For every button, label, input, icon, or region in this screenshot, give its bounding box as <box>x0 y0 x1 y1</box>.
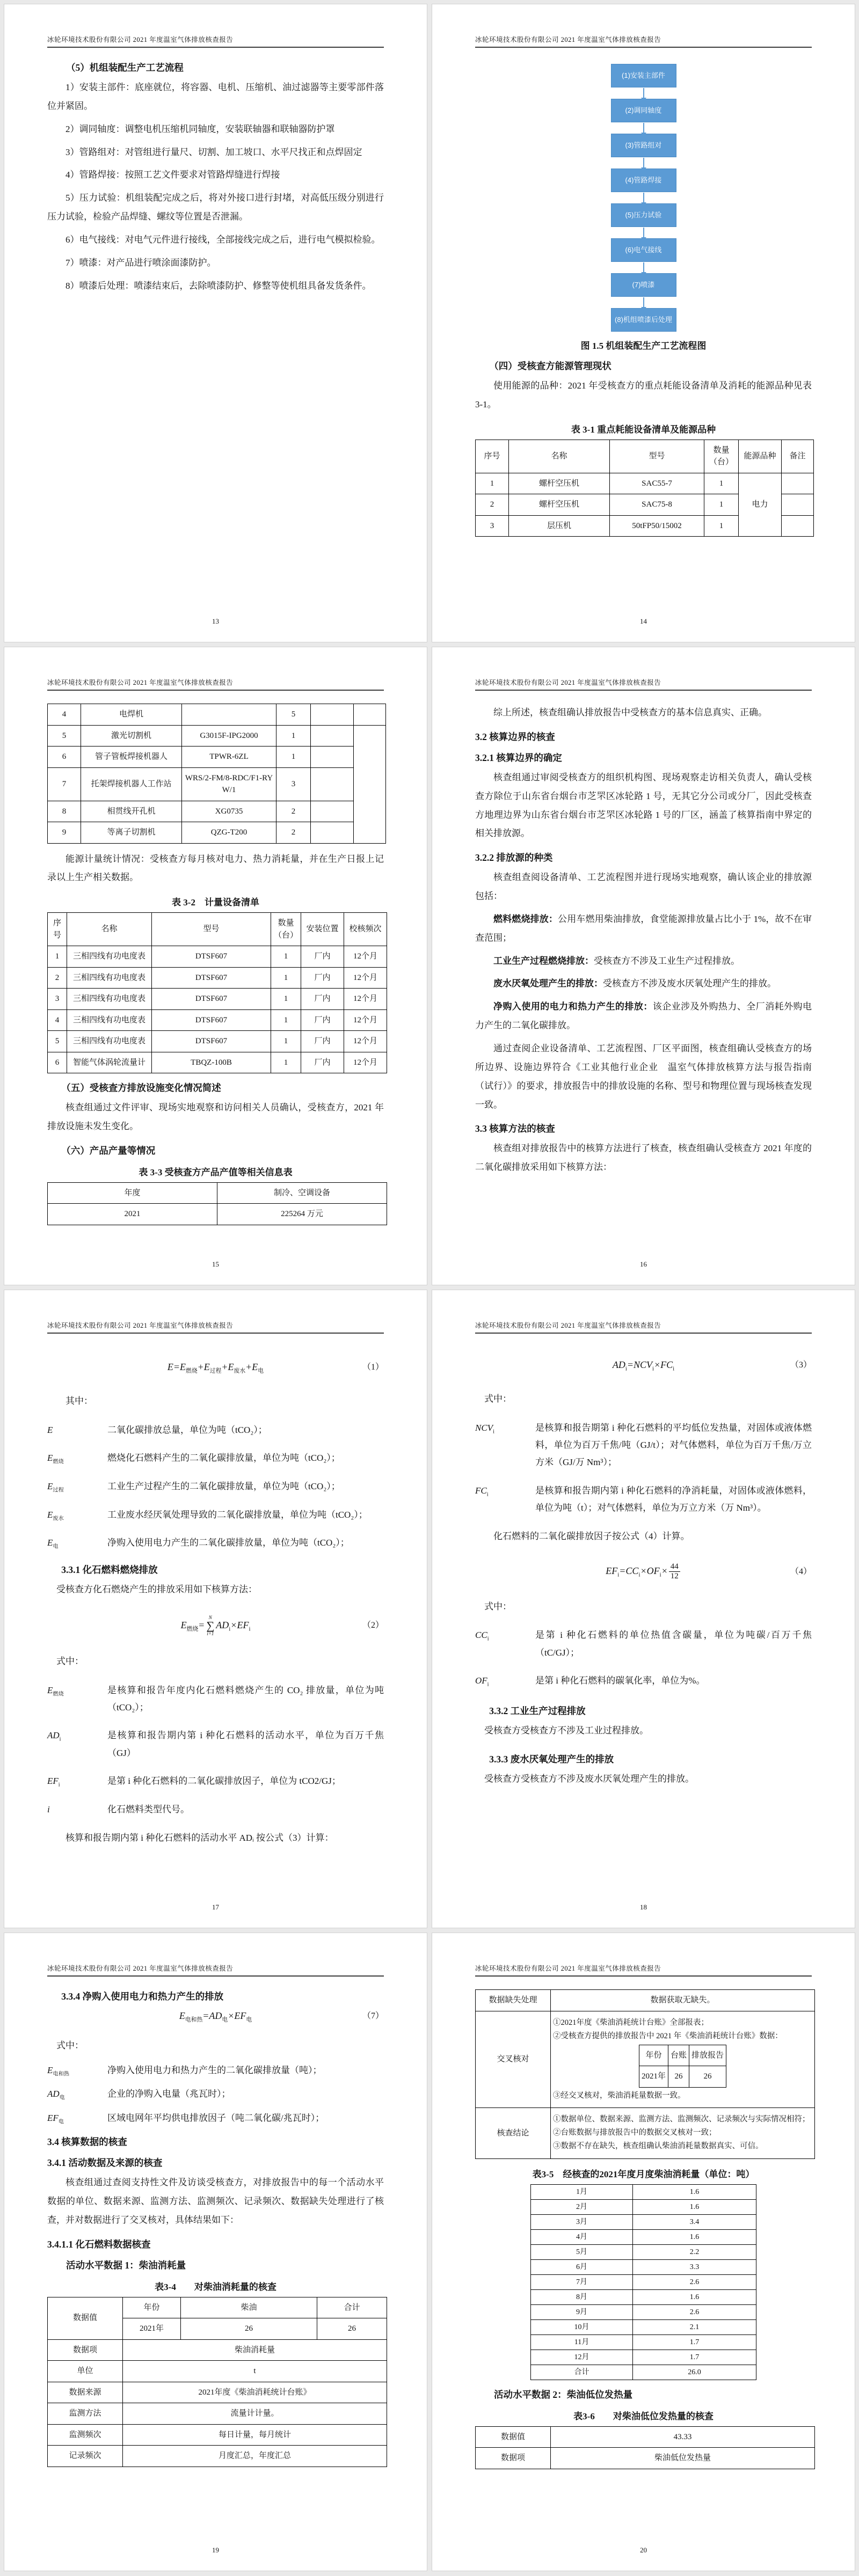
definition-list <box>475 1419 812 1517</box>
table-row: 数据项 柴油消耗量 <box>48 2339 387 2361</box>
table-row: 8 相贯线开孔机 XG0735 2 <box>48 801 386 822</box>
formula-7 <box>47 2008 384 2025</box>
table-row: 2月 1.6 <box>531 2199 756 2214</box>
page-header: 冰轮环境技术股份有限公司 2021 年度温室气体排放核查报告 <box>475 1963 812 1977</box>
row-label: 数据项 <box>476 2448 551 2469</box>
definition-row <box>47 1450 384 1467</box>
section-heading: （五）受核查方排放设施变化情况简述 <box>61 1082 221 1094</box>
cross-check-lines <box>553 2017 812 2043</box>
page-header: 冰轮环境技术股份有限公司 2021 年度温室气体排放核查报告 <box>47 1963 384 1977</box>
definition-text: 净购入使用电力产生的二氧化碳排放量，单位为吨（tCO₂）； <box>107 1538 350 1548</box>
definition-term: $E_{废水}$ <box>47 1509 64 1521</box>
table-3-1 <box>475 440 814 537</box>
paragraph: 1）安装主部件：底座就位，将容器、电机、压缩机、油过滤器等主要零部件落位并紧固。 <box>47 82 384 111</box>
definition-term: $OF_i$ <box>475 1675 489 1688</box>
table-row: 12月 1.7 <box>531 2350 756 2365</box>
definition-list <box>475 1627 812 1689</box>
definition-text: 是核算和报告期内第 i 种化石燃料的净消耗量，对固体或液体燃料，单位为吨（t）；对气体燃料，单位为万立方米（万 Nm³）。 <box>535 1485 812 1513</box>
row-label: 监测频次 <box>48 2424 123 2446</box>
table-row: 数据缺失处理 数据获取无缺失。 <box>476 1990 815 2011</box>
definition-row <box>475 1419 812 1472</box>
flow-box: (2)调同轴度 <box>611 99 676 122</box>
table-header-row: 序号 名称 型号 数量（台） 能源品种 备注 <box>476 440 814 473</box>
table-row: 数据值 年份 柴油 合计 <box>48 2297 387 2318</box>
definition-list <box>47 2062 384 2127</box>
page-number: 19 <box>212 2546 219 2554</box>
page-18 <box>432 1290 855 1928</box>
table-row: 3 三相四线有功电度表 DTSF607 1 厂内 12个月 <box>48 989 387 1010</box>
definition-text: 工业废水经厌氧处理导致的二氧化碳排放量，单位为吨（tCO₂）； <box>107 1509 368 1520</box>
page-15 <box>4 647 427 1285</box>
flow-box: (8)机组喷漆后处理 <box>611 308 676 332</box>
section-heading: 3.2.2 排放源的种类 <box>475 852 553 863</box>
paragraph: 综上所述，核查组确认排放报告中受核查方的基本信息真实、正确。 <box>493 707 767 718</box>
definition-list <box>47 1422 384 1552</box>
definition-text: 净购入使用电力和热力产生的二氧化碳排放量（吨）； <box>107 2065 322 2075</box>
paragraph: 其中： <box>65 1395 93 1406</box>
formula-number: （2） <box>362 1621 384 1630</box>
table-3-4-continued <box>475 1989 815 2159</box>
item-lead: 净购入使用的电力和热力产生的排放： <box>493 1001 653 1012</box>
row-label: 数据值 <box>476 2426 551 2448</box>
table-caption: 表3-4 对柴油消耗量的核查 <box>155 2281 276 2292</box>
arrow-down-icon <box>643 193 644 202</box>
figure-caption: 图 1.5 机组装配生产工艺流程图 <box>580 341 707 351</box>
definition-row <box>47 1422 384 1439</box>
table-row: 5 激光切割机 G3015F-IPG2000 1 <box>48 725 386 747</box>
definition-term: $AD_i$ <box>47 1730 61 1743</box>
flow-box: (5)压力试验 <box>611 203 676 227</box>
table-3-1-continued <box>47 704 386 844</box>
paragraph: 式中： <box>484 1601 512 1612</box>
table-row: 监测方法 流量计计量。 <box>48 2403 387 2425</box>
section-heading: 3.4 核算数据的核查 <box>47 2136 127 2147</box>
definition-text: 是第 i 种化石燃料的单位热值含碳量，单位为吨碳/百万千焦（tC/GJ）； <box>535 1630 812 1658</box>
table-row: 9 等离子切割机 QZG-T200 2 <box>48 822 386 844</box>
table-caption: 表 3-1 重点耗能设备清单及能源品种 <box>571 424 716 435</box>
section-heading: 3.3 核算方法的核查 <box>475 1123 555 1135</box>
table-row: 2021年 26 26 <box>48 2318 387 2340</box>
table-rows <box>48 946 387 1073</box>
formula-1 <box>47 1359 384 1376</box>
page-14 <box>432 4 855 642</box>
row-label: 记录频次 <box>48 2446 123 2467</box>
page-header: 冰轮环境技术股份有限公司 2021 年度温室气体排放核查报告 <box>475 1320 812 1334</box>
definition-text: 企业的净购入电量（兆瓦时）； <box>107 2089 231 2099</box>
flow-box: (4)管路焊接 <box>611 169 676 192</box>
table-header-row: 年度 制冷、空调设备 <box>48 1182 387 1204</box>
definition-text: 二氧化碳排放总量，单位为吨（tCO₂）； <box>107 1424 267 1435</box>
definition-row <box>475 1482 812 1517</box>
sub-heading: 活动水平数据 2：柴油低位发热量 <box>494 2389 633 2400</box>
table-row: 10月 2.1 <box>531 2319 756 2334</box>
table-row: 9月 2.6 <box>531 2304 756 2319</box>
definition-row <box>47 1773 384 1790</box>
definition-term: $EF_i$ <box>47 1775 60 1788</box>
paragraph: 核查组查阅设备清单、工艺流程图并进行现场实地观察，确认该企业的排放源包括： <box>475 872 812 902</box>
table-row: 记录频次 月度汇总，年度汇总 <box>48 2446 387 2467</box>
section-heading: （5）机组装配生产工艺流程 <box>66 62 184 73</box>
table-row: 数据来源 2021年度《柴油消耗统计台账》 <box>48 2382 387 2403</box>
table-caption: 表 3-3 受核查方产品产值等相关信息表 <box>139 1167 293 1177</box>
item-text: 受核查方不涉及工业生产过程排放。 <box>594 955 740 966</box>
page-header: 冰轮环境技术股份有限公司 2021 年度温室气体排放核查报告 <box>47 677 384 691</box>
paragraph: 4）管路焊接：按照工艺文件要求对管路焊缝进行焊接 <box>65 170 280 180</box>
formula-body: $E_{电和热}=AD_电\times EF_电$ <box>179 2010 252 2023</box>
paragraph: 受核查方受核查方不涉及工业过程排放。 <box>484 1725 649 1736</box>
paragraph: 受核查方化石燃烧产生的排放采用如下核算方法： <box>56 1584 257 1595</box>
section-heading: 3.3.1 化石燃料燃烧排放 <box>61 1564 158 1576</box>
table-row: 3 层压机 50tFP50/15002 1 <box>476 515 814 537</box>
paragraph: 核查组通过文件评审、现场实地观察和访问相关人员确认，受核查方，2021 年排放设施未发生变化。 <box>47 1102 384 1132</box>
table-caption: 表 3-2 计量设备清单 <box>172 897 259 908</box>
definition-term: $EF_电$ <box>47 2113 64 2125</box>
flow-box: (6)电气接线 <box>611 238 676 262</box>
definition-text: 是第 i 种化石燃料的二氧化碳排放因子，单位为 tCO2/GJ； <box>107 1775 341 1786</box>
conclusion-line: ③数据不存在缺失，核查组确认柴油消耗量数据真实、可信。 <box>553 2142 763 2151</box>
emission-source-item <box>475 975 812 993</box>
conclusion-lines <box>553 2113 812 2153</box>
table-3-4 <box>47 2297 387 2467</box>
table-row: 6月 3.3 <box>531 2259 756 2274</box>
item-text: 该企业涉及外购热力、全厂消耗外购电力产生的二氧化碳排放。 <box>475 1001 812 1031</box>
page-header: 冰轮环境技术股份有限公司 2021 年度温室气体排放核查报告 <box>47 34 384 48</box>
definition-term: $AD_电$ <box>47 2089 65 2101</box>
section-heading: 3.3.4 净购入使用电力和热力产生的排放 <box>61 1991 224 2002</box>
flow-step <box>475 64 812 99</box>
formula-3 <box>475 1357 812 1374</box>
emission-source-item <box>475 998 812 1035</box>
page-20 <box>432 1933 855 2571</box>
arrow-down-icon <box>643 297 644 307</box>
formula-number: （4） <box>790 1567 812 1576</box>
section-heading: 3.4.1.1 化石燃料数据核查 <box>47 2238 151 2250</box>
table-row: 2 三相四线有功电度表 DTSF607 1 厂内 12个月 <box>48 967 387 989</box>
section-heading: 3.2.1 核算边界的确定 <box>475 752 562 763</box>
paragraph: 通过查阅企业设备清单、工艺流程图、厂区平面图，核查组确认受核查方的场所边界、设施边界符合《工业其他行业企业 温室气体排放核算方法与报告指南（试行）》的要求，排放报告中的排放设施的名称、型号和物理位置与现场核查发现一致。 <box>475 1043 812 1110</box>
definition-term: $E_{燃烧}$ <box>47 1453 64 1465</box>
paragraph: 核查组通过审阅受核查方的组织机构图、现场观察走访相关负责人，确认受核查方除位于山东省台烟台市芝罘区冰轮路 1 号，无其它分公司或分厂，因此受核查方地理边界为山东省台烟台市芝罘区冰轮路 1 号的厂区，涵盖了核算指南中界定的相关排放源。 <box>475 772 812 839</box>
definition-row <box>475 1627 812 1662</box>
definition-text: 是核算和报告年度内化石燃料燃烧产生的 CO₂ 排放量，单位为吨（tCO₂）； <box>107 1685 384 1713</box>
table-row: 合计 26.0 <box>531 2365 756 2380</box>
row-label: 核查结论 <box>476 2108 551 2159</box>
arrow-down-icon <box>643 158 644 167</box>
section-heading: 3.4.1 活动数据及来源的核查 <box>47 2157 163 2168</box>
table-row: 2021 225264 万元 <box>48 1204 387 1225</box>
formula-body: $AD_i=NCV_i\times FC_i$ <box>612 1359 675 1372</box>
table-caption: 表3-6 对柴油低位发热量的核查 <box>573 2411 714 2421</box>
formula-body: $E_{燃烧}=$ N ∑ i=1 $AD_i\times EF_i$ <box>180 1614 251 1636</box>
emission-source-item <box>475 910 812 948</box>
table-3-6 <box>475 2426 815 2469</box>
flow-box: (3)管路组对 <box>611 134 676 157</box>
definition-row <box>47 2062 384 2080</box>
paragraph: 能源计量统计情况：受核查方每月核对电力、热力消耗量，并在生产日报上记录以上生产相关数据。 <box>47 853 384 883</box>
row-label: 数据项 <box>48 2339 123 2361</box>
table-rows <box>531 2184 756 2380</box>
table-row: 2 螺杆空压机 SAC75-8 1 <box>476 494 814 516</box>
item-lead: 工业生产过程燃烧排放： <box>493 955 594 966</box>
table-row: 监测频次 每日计量，每月统计 <box>48 2424 387 2446</box>
table-row: 1月 1.6 <box>531 2184 756 2199</box>
table-row: 3月 3.4 <box>531 2214 756 2229</box>
page-number: 17 <box>212 1903 219 1911</box>
paragraph: 化石燃料的二氧化碳排放因子按公式（4）计算。 <box>493 1531 690 1542</box>
table-row: 1 三相四线有功电度表 DTSF607 1 厂内 12个月 <box>48 946 387 968</box>
paragraph: 2）调同轴度：调整电机压缩机同轴度，安装联轴器和联轴器防护罩 <box>65 123 335 134</box>
definition-text: 是核算和报告期内第 i 种化石燃料的活动水平，单位为百万千焦（GJ） <box>107 1730 384 1758</box>
row-label: 交叉核对 <box>476 2011 551 2108</box>
formula-body: $EF_i=CC_i\times OF_i\times$ $\frac{44}{12}$ <box>606 1565 681 1576</box>
arrow-down-icon <box>643 88 644 98</box>
conclusion-line: ②台账数据与排放报告中的数据交叉核对一致； <box>553 2128 717 2138</box>
item-text: 受核查方不涉及废水厌氧处理产生的排放。 <box>603 978 776 989</box>
definition-text: 化石燃料类型代号。 <box>107 1804 190 1814</box>
page-header: 冰轮环境技术股份有限公司 2021 年度温室气体排放核查报告 <box>475 34 812 48</box>
section-heading: 3.2 核算边界的核查 <box>475 731 555 742</box>
table-row <box>476 2011 815 2108</box>
definition-list <box>47 1682 384 1818</box>
table-row: 5 三相四线有功电度表 DTSF607 1 厂内 12个月 <box>48 1031 387 1052</box>
table-3-5 <box>530 2184 756 2380</box>
page-header: 冰轮环境技术股份有限公司 2021 年度温室气体排放核查报告 <box>47 1320 384 1334</box>
page-16 <box>432 647 855 1285</box>
table-row: 7 托架焊接机器人工作站 WRS/2-FM/8-RDC/F1-RYW/1 3 <box>48 767 386 801</box>
item-text: 公用车燃用柴油排放，食堂能源排放量占比小于 1%，故不在审查范围； <box>475 913 812 943</box>
definition-text: 区域电网年平均供电排放因子（吨二氧化碳/兆瓦时）； <box>107 2113 325 2124</box>
paragraph: 8）喷漆后处理：喷漆结束后，去除喷漆防护、修整等使机组具备发货条件。 <box>65 280 372 291</box>
page-number: 18 <box>640 1903 647 1911</box>
arrow-down-icon <box>643 123 644 133</box>
definition-row <box>475 1672 812 1690</box>
definition-row <box>47 2110 384 2127</box>
section-heading: 3.3.3 废水厌氧处理产生的排放 <box>489 1753 614 1765</box>
definition-term: $CC_i$ <box>475 1630 489 1642</box>
cross-check-line: ①2021年度《柴油消耗统计台账》全部报表； <box>553 2018 709 2027</box>
definition-row <box>47 1506 384 1524</box>
paragraph-list <box>47 78 384 295</box>
definition-text: 工业生产过程产生的二氧化碳排放量，单位为吨（tCO₂）； <box>107 1481 340 1491</box>
paragraph: 5）压力试验：机组装配完成之后，将对外接口进行封堵，对高低压级分别进行压力试验，检验产品焊缝、螺纹等位置是否泄漏。 <box>47 193 384 222</box>
table-row: 4 电焊机 5 <box>48 704 386 726</box>
formula-number: （7） <box>362 2011 384 2021</box>
emission-source-item <box>475 952 812 971</box>
definition-term: i <box>47 1804 50 1814</box>
definition-term: $E_{过程}$ <box>47 1481 64 1494</box>
conclusion-line: ①数据单位、数据来源、监测方法、监测频次、记录频次与实际情况相符； <box>553 2115 810 2124</box>
table-caption: 表3-5 经核查的2021年度月度柴油消耗量（单位：吨） <box>532 2169 755 2179</box>
definition-row <box>47 1727 384 1762</box>
formula-4 <box>475 1562 812 1582</box>
definition-text: 燃烧化石燃料产生的二氧化碳排放量，单位为吨（tCO₂）； <box>107 1453 340 1463</box>
table-row <box>476 2108 815 2159</box>
cross-check-line: ③经交叉核对，柴油消耗量数据一致。 <box>553 2091 686 2100</box>
paragraph: 7）喷漆：对产品进行喷涂面漆防护。 <box>65 257 216 268</box>
row-label: 数据值 <box>48 2297 123 2339</box>
paragraph: 核查组通过查阅支持性文件及访谈受核查方，对排放报告中的每一个活动水平数据的单位、数据来源、监测方法、监测频次、记录频次、数据缺失处理进行了核查，并对数据进行了交叉核对，具体结果如下： <box>47 2177 384 2225</box>
row-label: 监测方法 <box>48 2403 123 2425</box>
definition-row <box>47 1478 384 1496</box>
table-rows <box>48 725 386 843</box>
formula-number: （1） <box>362 1363 384 1372</box>
table-row: 单位 t <box>48 2361 387 2382</box>
paragraph: 式中： <box>56 1656 84 1666</box>
table-row: 数据值 43.33 <box>476 2426 815 2448</box>
formula-number: （3） <box>790 1360 812 1370</box>
definition-row <box>47 1682 384 1717</box>
row-label: 数据缺失处理 <box>476 1990 551 2011</box>
table-row: 数据项 柴油低位发热量 <box>476 2448 815 2469</box>
table-3-2 <box>47 912 387 1073</box>
table-row: 7月 2.6 <box>531 2274 756 2289</box>
table-row: 1 螺杆空压机 SAC55-7 1 电力 <box>476 473 814 494</box>
formula-body: $E=E_{燃烧}+E_{过程}+E_{废水}+E_电$ <box>167 1362 264 1374</box>
table-header-row: 年份 台账 排放报告 <box>639 2045 726 2066</box>
cross-check-mini-table <box>639 2045 726 2088</box>
table-row: 2021年 26 26 <box>639 2066 726 2088</box>
section-heading: （四）受核查方能源管理现状 <box>489 361 612 371</box>
page-number: 13 <box>212 617 219 625</box>
table-row: 11月 1.7 <box>531 2334 756 2350</box>
definition-term: $E_{燃烧}$ <box>47 1685 64 1697</box>
row-label: 单位 <box>48 2361 123 2382</box>
energy-merged-cell <box>311 704 354 726</box>
page-number: 16 <box>640 1260 647 1268</box>
table-row: 4 三相四线有功电度表 DTSF607 1 厂内 12个月 <box>48 1009 387 1031</box>
paragraph: 3）管路组对：对管组进行量尺、切割、加工坡口、水平尺找正和点焊固定 <box>65 147 362 157</box>
table-row: 6 智能气体涡轮流量计 TBQZ-100B 1 厂内 12个月 <box>48 1052 387 1073</box>
definition-row <box>47 1801 384 1818</box>
flowchart <box>475 64 812 332</box>
definition-row <box>47 2085 384 2103</box>
paragraph: 受核查方受核查方不涉及废水厌氧处理产生的排放。 <box>484 1773 694 1784</box>
definition-text: 是核算和报告期第 i 种化石燃料的平均低位发热量，对固体或液体燃料，单位为百万千焦/吨（GJ/t）；对气体燃料，单位为百万千焦/万立方米（GJ/万 Nm³）； <box>535 1422 812 1468</box>
item-lead: 燃料燃烧排放： <box>493 913 558 924</box>
definition-text: 是第 i 种化石燃料的碳氧化率，单位为%。 <box>535 1675 705 1686</box>
arrow-down-icon <box>643 228 644 237</box>
item-lead: 废水厌氧处理产生的排放： <box>493 978 603 989</box>
paragraph: 核查组对排放报告中的核算方法进行了核查，核查组确认受核查方 2021 年度的二氧化碳排放采用如下核算方法： <box>475 1143 812 1173</box>
energy-merged-cell: 电力 <box>739 473 782 537</box>
table-row: 4月 1.6 <box>531 2229 756 2244</box>
table-row: 8月 1.6 <box>531 2289 756 2304</box>
paragraph: 核算和报告期内第 i 种化石燃料的活动水平 ADᵢ 按公式（3）计算： <box>65 1833 334 1843</box>
definition-row <box>47 1534 384 1552</box>
cross-check-line: ②受核查方提供的排放报告中 2021 年《柴油消耗统计台账》数据： <box>553 2031 783 2040</box>
paragraph: 6）电气接线：对电气元件进行接线，全部接线完成之后，进行电气模拟检验。 <box>65 234 381 245</box>
emission-source-list <box>475 910 812 1035</box>
definition-term: $FC_i$ <box>475 1485 489 1497</box>
page-17 <box>4 1290 427 1928</box>
definition-term: E <box>47 1424 53 1435</box>
page-header: 冰轮环境技术股份有限公司 2021 年度温室气体排放核查报告 <box>475 677 812 691</box>
definition-term: $NCV_i$ <box>475 1422 494 1435</box>
page-number: 20 <box>640 2546 647 2554</box>
paragraph: 使用能源的品种：2021 年受核查方的重点耗能设备清单及消耗的能源品种见表 3-1。 <box>475 380 812 409</box>
definition-term: $E_电$ <box>47 1538 59 1550</box>
flow-box: (7)喷漆 <box>611 273 676 297</box>
definition-term: $E_{电和热}$ <box>47 2065 69 2077</box>
table-3-3 <box>47 1182 387 1225</box>
page-number: 15 <box>212 1260 219 1268</box>
table-header-row: 序号 名称 型号 数量（台） 安装位置 校核频次 <box>48 913 387 946</box>
section-heading: 3.3.2 工业生产过程排放 <box>489 1705 586 1716</box>
page-number: 14 <box>640 617 647 625</box>
section-heading: （六）产品产量等情况 <box>61 1145 156 1156</box>
paragraph: 式中： <box>484 1393 512 1404</box>
formula-2 <box>47 1615 384 1636</box>
flow-box: (1)安装主部件 <box>611 64 676 87</box>
row-label: 数据来源 <box>48 2382 123 2403</box>
page-13 <box>4 4 427 642</box>
table-rows <box>476 2426 815 2469</box>
page-19 <box>4 1933 427 2571</box>
sub-heading: 活动水平数据 1：柴油消耗量 <box>66 2259 186 2271</box>
table-row: 5月 2.2 <box>531 2244 756 2259</box>
table-row: 6 管子管板焊接机器人 TPWR-6ZL 1 <box>48 747 386 768</box>
table-rows <box>48 2339 387 2467</box>
paragraph: 式中： <box>56 2040 84 2051</box>
arrow-down-icon <box>643 262 644 272</box>
